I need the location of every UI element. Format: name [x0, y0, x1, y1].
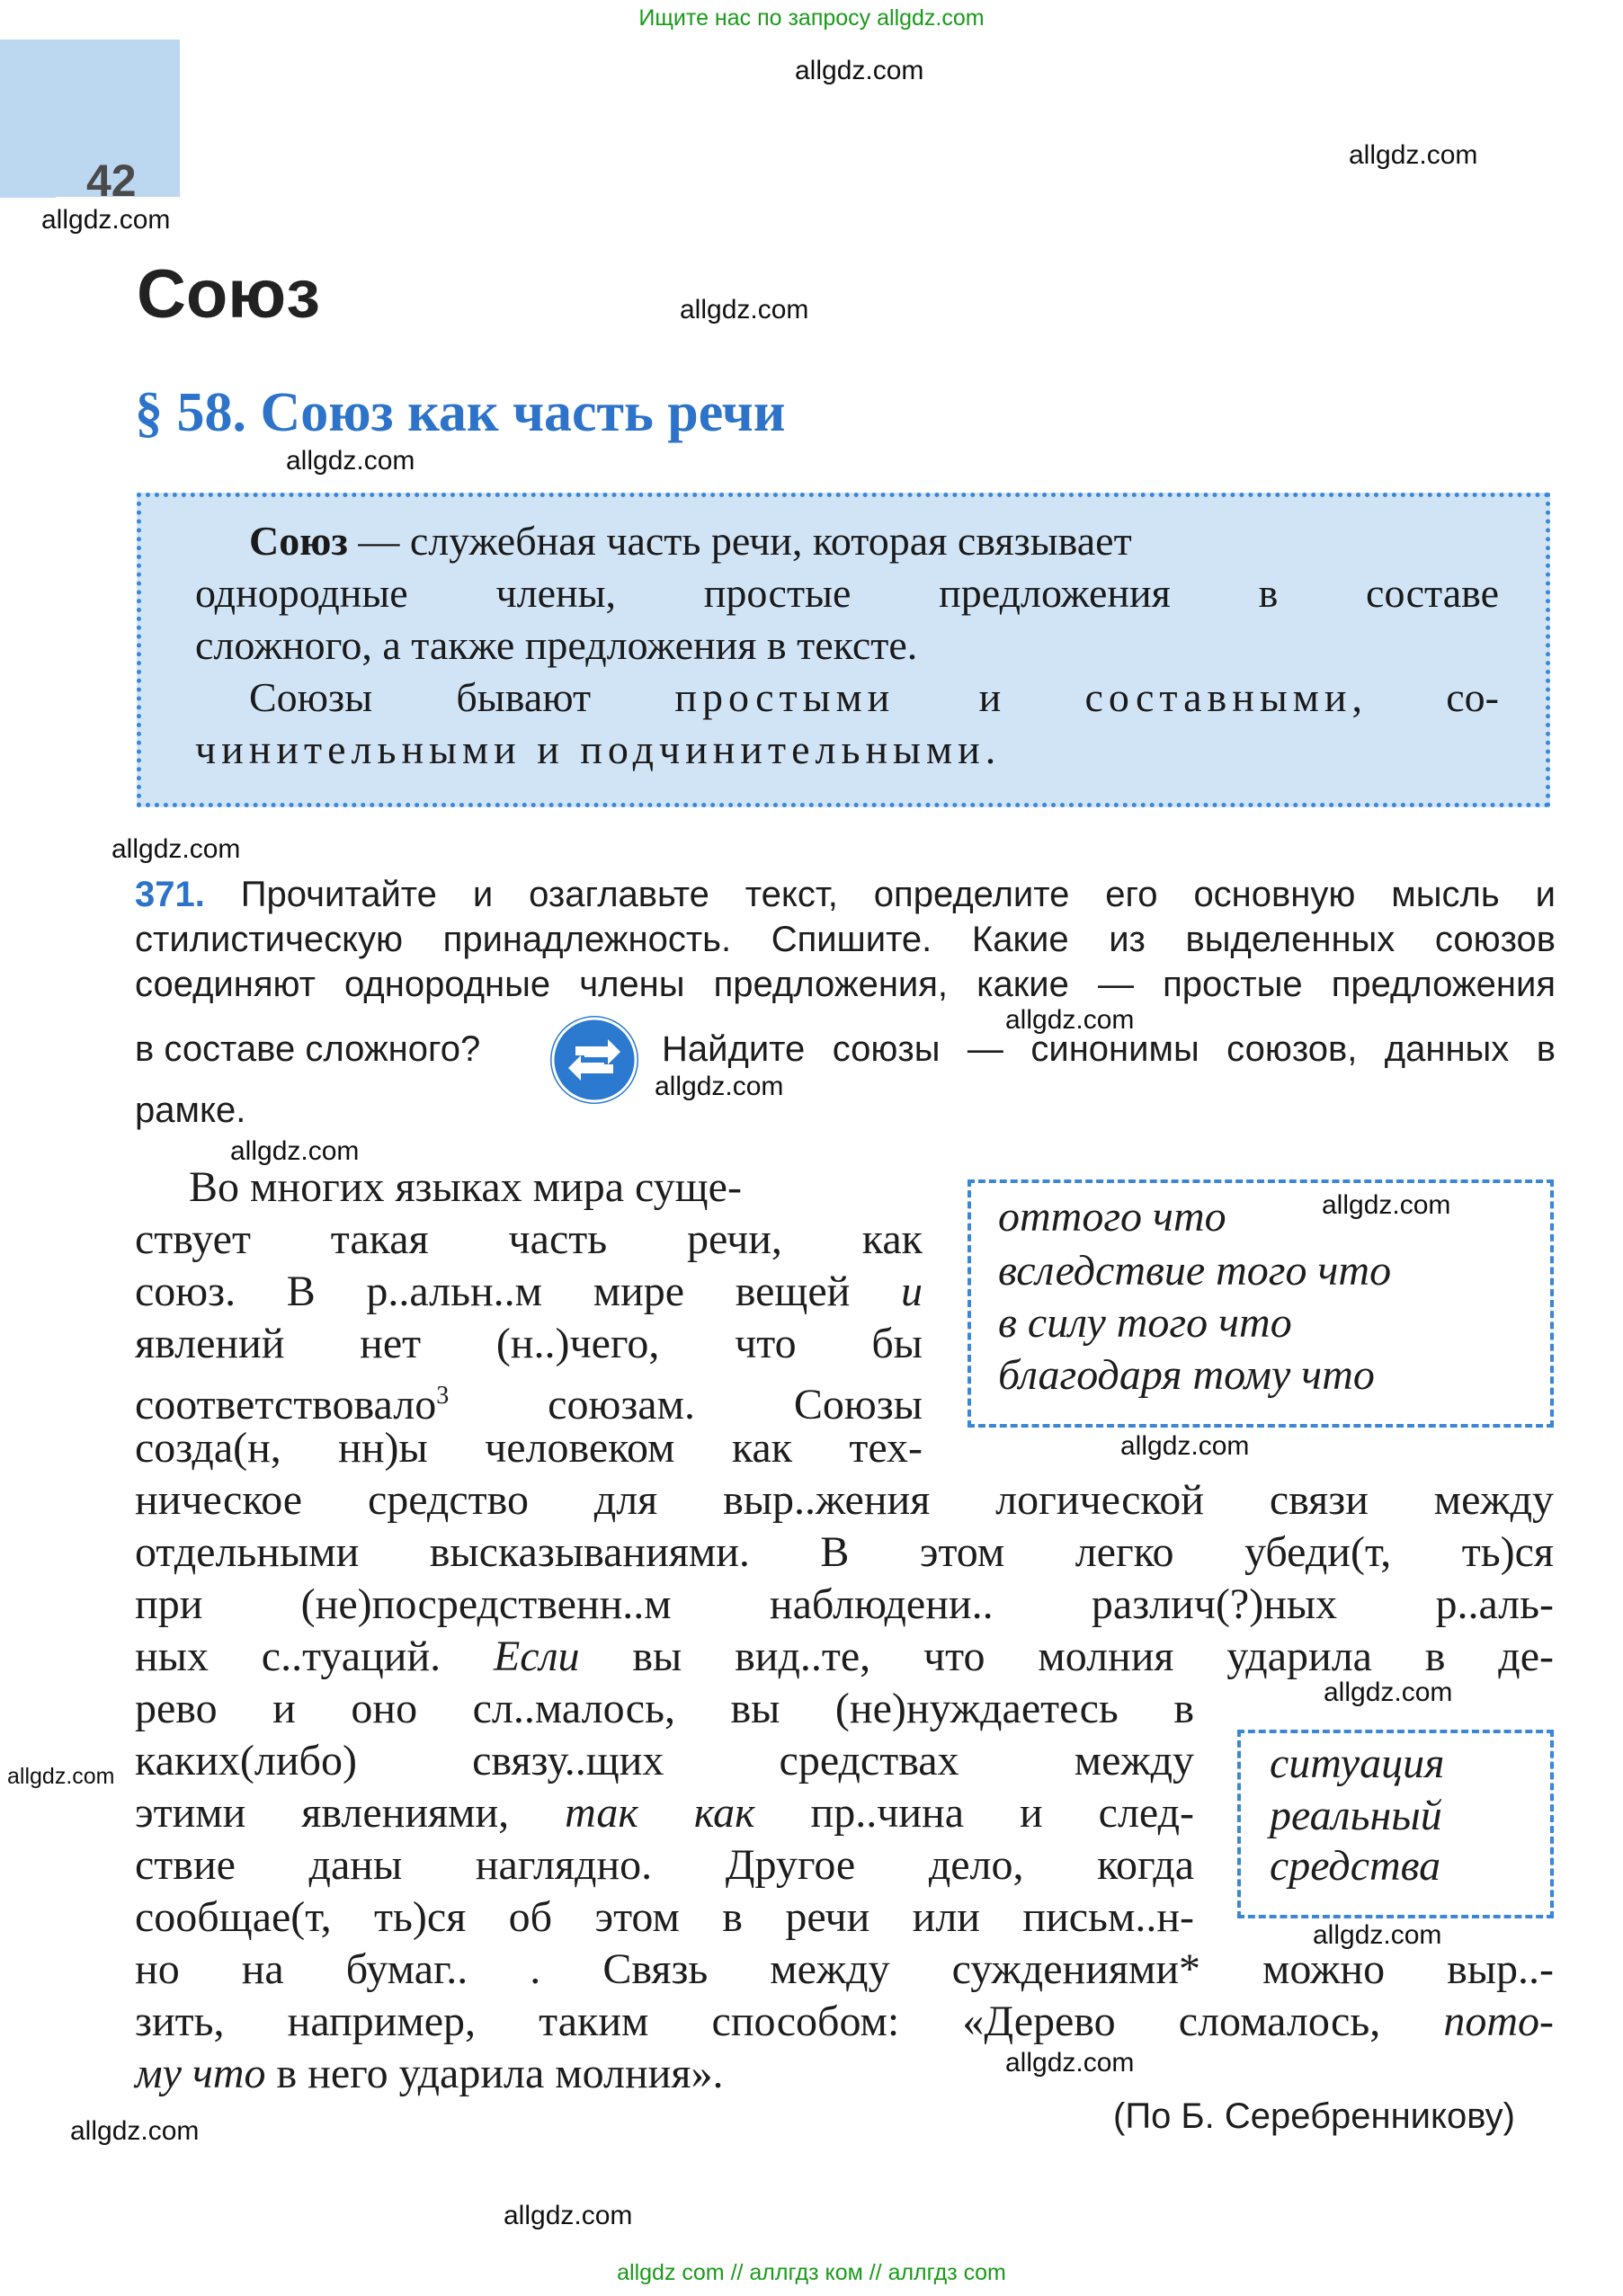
page-number: 42 — [86, 156, 137, 206]
watermark: allgdz.com — [286, 446, 415, 476]
text-line: явлений нет (н..)чего, что бы — [135, 1320, 923, 1367]
watermark: allgdz.com — [1322, 1190, 1451, 1220]
watermark: allgdz.com — [1005, 2048, 1135, 2078]
exercise-number: 371. — [135, 875, 205, 914]
paragraph-title: § 58. Союз как часть речи — [135, 382, 786, 443]
watermark: allgdz.com — [680, 295, 809, 325]
rule-line-2: однородные члены, простые предложения в составе — [195, 570, 1499, 616]
footnote-mark: 3 — [436, 1382, 450, 1410]
watermark: allgdz.com — [111, 834, 241, 864]
watermark: allgdz.com — [1005, 1005, 1135, 1035]
text-line: ствует такая часть речи, как — [135, 1215, 923, 1263]
exercise-task-text: Прочитайте и озаглавьте текст, определите его основную мысль и стилистическую принадлежность. Спишите. Какие из выделенных союзов соединяют однородные члены предложения, какие — простые предложения — [135, 875, 1556, 1004]
watermark: allgdz.com — [795, 56, 924, 85]
top-banner[interactable]: Ищите нас по запросу allgdz.com — [638, 5, 985, 31]
text-line: рево и оно сл..малось, вы (не)нуждаетесь в — [135, 1685, 1194, 1732]
text-line — [135, 1266, 923, 1318]
exercise-task — [135, 872, 1556, 1007]
text-fragment: союз. В р..альн..м мире вещей — [135, 1268, 901, 1315]
text-line: каких(либо) связу..щих средствах между — [135, 1737, 1194, 1784]
frame-word: реальный — [1270, 1792, 1442, 1839]
text-line: отдельными высказываниями. В этом легко убеди(т, ть)ся — [135, 1528, 1554, 1576]
text-line — [135, 2048, 723, 2100]
frame-word: средства — [1270, 1842, 1441, 1890]
rule-line-3: сложного, а также предложения в тексте. — [195, 622, 918, 668]
frame-conjunction: благодаря тому что — [998, 1351, 1375, 1399]
highlighted-conjunction: Если — [493, 1633, 580, 1680]
rule-term: Союз — [249, 518, 348, 564]
text-line — [135, 1996, 1554, 2048]
watermark: allgdz.com — [1120, 1431, 1250, 1461]
text-line: ническое средство для выр..жения логической связи между — [135, 1476, 1554, 1524]
watermark: allgdz.com — [1313, 1920, 1442, 1950]
text-line: ствие даны наглядно. Другое дело, когда — [135, 1841, 1194, 1889]
page-corner-tab-edge — [0, 144, 56, 198]
watermark: allgdz.com — [70, 2116, 200, 2146]
rule-emphasis: простыми — [674, 674, 896, 720]
watermark: allgdz.com — [230, 1136, 360, 1166]
rule-text: , со- — [1351, 674, 1499, 720]
text-author: (По Б. Серебренникову) — [1113, 2096, 1515, 2136]
highlighted-conjunction: пото- — [1443, 1998, 1554, 2045]
text-line: но на бумаг.. . Связь между суждениями* можно выр..- — [135, 1945, 1554, 1993]
synonyms-task: Найдите союзы — синонимы союзов, данных в — [662, 1029, 1556, 1069]
text-fragment: в него ударила молния». — [265, 2050, 724, 2097]
text-fragment: союзам. Союзы — [449, 1381, 923, 1428]
highlighted-conjunction: му что — [135, 2050, 266, 2097]
synonyms-task-end: рамке. — [135, 1090, 246, 1130]
text-line — [135, 1631, 1554, 1683]
text-fragment: ных с..туаций. — [135, 1633, 494, 1680]
frame-conjunction: вследствие того что — [998, 1247, 1392, 1295]
text-line: Во многих языках мира суще- — [189, 1163, 742, 1211]
watermark: allgdz.com — [41, 205, 171, 235]
synonyms-icon — [550, 1016, 638, 1104]
rule-text: и — [895, 674, 1085, 720]
rule-definition: — служебная часть речи, которая связывает — [347, 518, 1132, 564]
exercise-task-end: в составе сложного? — [135, 1029, 481, 1069]
rule-emphasis: составными — [1084, 674, 1352, 720]
text-line: созда(н, нн)ы человеком как тех- — [135, 1424, 923, 1472]
text-fragment: этими явлениями, — [135, 1789, 566, 1837]
text-fragment: вы вид..те, что молния ударила в де- — [579, 1633, 1554, 1680]
watermark: allgdz.com — [504, 2201, 633, 2230]
rule-text: Союзы бывают — [249, 674, 675, 720]
highlighted-conjunction: так как — [565, 1789, 755, 1837]
text-fragment: зить, например, таким способом: «Дерево сломалось, — [135, 1998, 1444, 2045]
frame-conjunction: оттого что — [998, 1193, 1226, 1241]
text-line: сообщае(т, ть)ся об этом в речи или письм..н- — [135, 1893, 1194, 1941]
rule-box — [137, 493, 1550, 807]
watermark: allgdz.com — [7, 1764, 115, 1789]
frame-word: ситуация — [1270, 1740, 1445, 1787]
watermark: allgdz.com — [1349, 140, 1478, 170]
text-line: при (не)посредственн..м наблюдени.. различ(?)ных р..аль- — [135, 1580, 1554, 1628]
rule-line-4 — [195, 672, 1499, 724]
frame-conjunction: в силу того что — [998, 1299, 1292, 1347]
text-fragment: пр..чина и след- — [754, 1789, 1194, 1837]
watermark: allgdz.com — [1324, 1678, 1453, 1707]
watermark: allgdz.com — [655, 1072, 784, 1101]
section-heading: Союз — [137, 256, 320, 333]
bottom-banner[interactable]: allgdz com // аллгдз ком // аллгдз com — [617, 2260, 1006, 2285]
highlighted-conjunction: и — [901, 1268, 923, 1315]
rule-line-1 — [195, 515, 1499, 567]
text-line — [135, 1787, 1194, 1839]
text-fragment: соответствовало — [135, 1381, 437, 1428]
rule-line-5: чинительными и подчинительными. — [195, 726, 1002, 772]
